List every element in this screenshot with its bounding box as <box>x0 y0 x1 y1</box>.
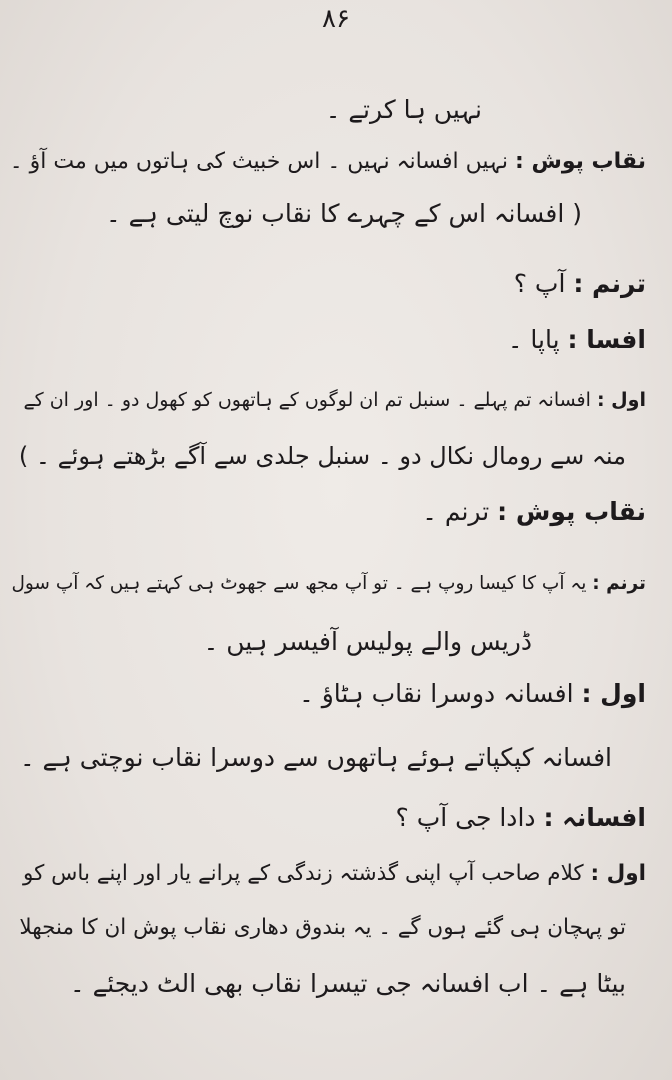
speaker-label: اول : <box>596 389 646 411</box>
text-line <box>326 88 482 132</box>
page-number: ۸۶ <box>322 4 350 34</box>
text-line <box>204 620 532 664</box>
dialogue-line <box>422 490 646 534</box>
speaker-label: نقاب پوش : <box>515 149 646 174</box>
speaker-label: افسانہ : <box>543 803 646 832</box>
line-text: بیٹا ہے ۔ اب افسانہ جی تیسرا نقاب بھی الٹ دیجئے ۔ <box>69 969 626 998</box>
dialogue-line <box>11 562 646 606</box>
line-text: افسانہ کپکپاتے ہوئے ہاتھوں سے دوسرا نقاب نوچتی ہے ۔ <box>19 743 612 772</box>
line-text: نہیں افسانہ نہیں ۔ اس خبیث کی ہاتوں میں مت آؤ ۔ <box>9 149 508 174</box>
speaker-label: اول : <box>581 679 646 708</box>
line-text: پاپا ۔ <box>507 325 560 354</box>
dialogue-line <box>508 318 646 362</box>
line-text: نہیں ہا کرتے ۔ <box>325 95 482 124</box>
line-text: ( افسانہ اس کے چہرے کا نقاب نوچ لیتی ہے ۔ <box>106 199 582 228</box>
line-text: دادا جی آپ ؟ <box>395 803 536 832</box>
speaker-label: ترنم : <box>592 573 646 594</box>
line-text: افسانہ تم پہلے ۔ سنبل تم ان لوگوں کے ہاتھوں کو کھول دو ۔ اور ان کے <box>23 389 591 411</box>
line-text: آپ ؟ <box>513 269 566 298</box>
dialogue-line <box>395 796 646 840</box>
text-line <box>19 906 626 950</box>
line-text: یہ آپ کا کیسا روپ ہے ۔ تو آپ مجھ سے جھوٹ ہی کہتے ہیں کہ آپ سول <box>11 573 587 594</box>
line-text: تو پہچان ہی گئے ہوں گے ۔ یہ بندوق دھاری نقاب پوش ان کا منجھلا <box>19 915 626 940</box>
line-text: منہ سے رومال نکال دو ۔ سنبل جلدی سے آگے بڑھتے ہوئے ۔ ) <box>18 442 626 470</box>
dialogue-line <box>514 262 646 306</box>
line-text: ترنم ۔ <box>422 497 490 526</box>
dialogue-line <box>10 140 646 184</box>
line-text: افسانہ دوسرا نقاب ہٹاؤ ۔ <box>299 679 574 708</box>
speaker-label: نقاب پوش : <box>497 497 646 526</box>
text-line <box>19 434 626 478</box>
text-line <box>20 736 612 780</box>
speaker-label: اول : <box>590 861 646 886</box>
dialogue-line <box>23 852 646 896</box>
text-line <box>70 962 626 1006</box>
text-line <box>106 192 582 236</box>
speaker-label: ترنم : <box>573 269 646 298</box>
dialogue-line <box>299 672 646 716</box>
line-text: ڈریس والے پولیس آفیسر ہیں ۔ <box>203 627 532 656</box>
speaker-label: افسا : <box>567 325 646 354</box>
dialogue-line <box>23 378 646 422</box>
line-text: کلام صاحب آپ اپنی گذشتہ زندگی کے پرانے یار اور اپنے باس کو <box>23 861 584 886</box>
